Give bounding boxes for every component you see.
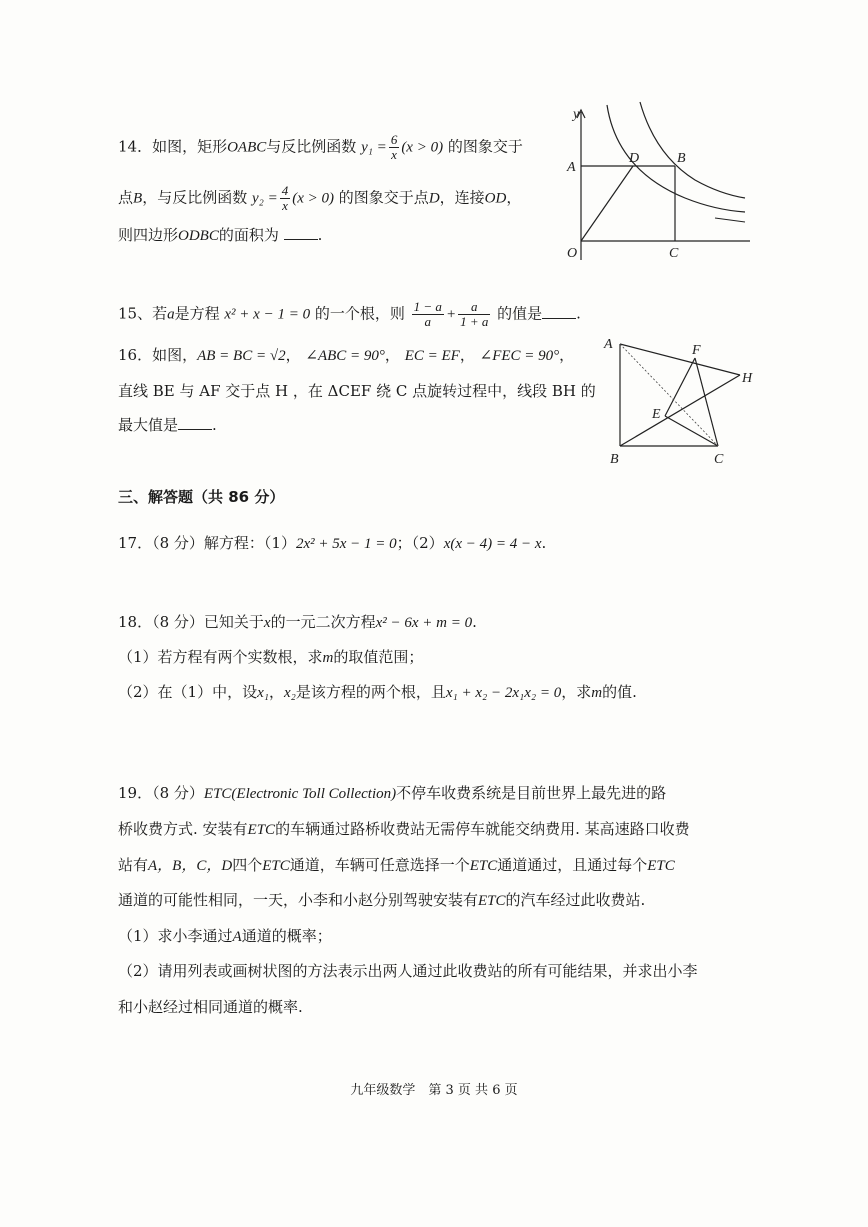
q14-text: 则四边形: [118, 226, 179, 244]
q14-fraction-2: [280, 184, 291, 213]
q16-text: ，: [285, 346, 301, 364]
q14-point: D: [428, 190, 440, 207]
q14-text: 点: [118, 188, 134, 207]
q15-var: a: [167, 306, 175, 323]
q17-equation-2: x(x − 4) = 4 − x: [443, 536, 542, 552]
q14-condition: (x > 0): [401, 139, 444, 156]
q18-text: .: [472, 613, 477, 631]
q19-text: 站有: [118, 856, 149, 874]
q18-text: 的一元二次方程: [270, 613, 376, 631]
q17-text: .: [541, 534, 547, 552]
segment-fe: [665, 358, 695, 416]
answer-blank: [284, 225, 318, 240]
q16-figure: [600, 330, 770, 470]
q19-etc-term: ETC: [247, 822, 276, 838]
q18-text: ，: [268, 683, 284, 701]
q19-text: 通道，车辆可任意选择一个: [289, 856, 470, 874]
q18-line: [118, 611, 477, 634]
q16-text: ，: [559, 346, 575, 364]
fraction-denominator: x: [282, 198, 288, 213]
fraction-numerator: 1 − a: [413, 299, 442, 314]
q18-text: 的值.: [602, 683, 637, 701]
q15-text: 的一个根，则: [314, 304, 405, 323]
label-y: y: [573, 107, 580, 122]
q15-text: 15、若: [118, 304, 168, 323]
q16-condition: EC = EF: [404, 348, 460, 364]
q19-text: （1）求小李通过: [118, 927, 233, 945]
label-b: B: [610, 452, 619, 467]
q19-text: 通道的概率；: [241, 927, 332, 945]
q14-text: 的面积为: [218, 226, 279, 244]
q19-text: 19．（8 分）: [118, 784, 204, 802]
q15-text: 是方程: [174, 304, 220, 323]
q15-text: .: [576, 304, 581, 323]
q19-channels: A，B，C，D: [148, 858, 233, 874]
answer-blank: [178, 415, 212, 430]
q15-text: 的值是: [497, 304, 543, 323]
fraction-numerator: 4: [281, 183, 289, 198]
q19-text: 桥收费方式. 安装有: [118, 820, 248, 838]
q14-line-3: [118, 224, 322, 247]
q18-part-1: [118, 646, 423, 669]
q18-part-2: [118, 681, 637, 704]
q18-text: （1）若方程有两个实数根，求: [118, 648, 323, 666]
page-footer: 九年级数学 第 3 页 共 6 页: [350, 1083, 518, 1098]
segment-bh: [620, 375, 740, 446]
fraction-denominator: 1 + a: [460, 314, 489, 329]
q14-text: ，: [506, 188, 522, 207]
q16-text: 16．如图，: [118, 346, 198, 364]
q14-text: 的图象交于: [447, 137, 523, 156]
q16-line-2: 直线 BE 与 AF 交于点 H ，在 ΔCEF 绕 C 点旋转过程中，线段 BH 的: [118, 382, 596, 400]
q19-text: 通道通过，且通过每个: [497, 856, 648, 874]
q18-text: （2）在（1）中，设: [118, 683, 258, 701]
label-a: A: [567, 160, 576, 175]
q17-equation-1: 2x² + 5x − 1 = 0: [295, 536, 397, 552]
q15-fraction-2: [458, 300, 490, 329]
q14-func-y1: y₁ =: [361, 139, 387, 156]
q18-equation: x₁ + x₂ − 2x₁x₂ = 0: [445, 685, 562, 701]
curve-y1: [640, 102, 745, 198]
q18-var: x₂: [283, 685, 296, 701]
segment-ac: [620, 344, 718, 446]
answer-blank: [542, 304, 576, 319]
q18-text: 18．（8 分）已知关于: [118, 613, 264, 631]
q16-line-3: [118, 414, 217, 436]
label-o: O: [567, 246, 578, 261]
q19-var: A: [232, 929, 242, 945]
fraction-numerator: 6: [390, 132, 398, 147]
fraction-denominator: x: [391, 147, 397, 162]
q14-quad-name: ODBC: [178, 228, 219, 244]
q16-text: ，: [384, 346, 400, 364]
q18-var: x₁: [257, 685, 269, 701]
segment-fc: [695, 358, 718, 446]
q19-text: 不停车收费系统是目前世界上最先进的路: [396, 784, 667, 802]
q16-text: ，: [459, 346, 475, 364]
label-b: B: [677, 151, 686, 166]
curve-y2: [607, 105, 745, 212]
q19-text: 的车辆通过路桥收费站无需停车就能交纳费用. 某高速路口收费: [275, 820, 690, 838]
q14-figure: [545, 100, 755, 265]
q19-part-1: [118, 925, 332, 948]
q14-text: .: [317, 226, 323, 244]
curve-tail: [715, 218, 745, 222]
segment-od: [581, 166, 633, 241]
q14-segment: OD: [484, 190, 507, 207]
q19-text: 四个: [232, 856, 263, 874]
q16-text: 最大值是: [118, 416, 179, 434]
q17-line: [118, 532, 546, 555]
q17-text: ；（2）: [396, 534, 444, 552]
q17-text: 17．（8 分）解方程：（1）: [118, 534, 296, 552]
q19-line-4: [118, 889, 645, 912]
q19-part-2-cont: 和小赵经过相同通道的概率.: [118, 998, 303, 1016]
label-c: C: [714, 452, 724, 467]
q18-var: m: [591, 685, 603, 701]
q14-text: 14．如图，矩形: [118, 137, 228, 156]
plus-sign: +: [445, 306, 457, 323]
q14-line-2: [118, 184, 521, 213]
segment-ec: [665, 416, 718, 446]
label-d: D: [629, 151, 640, 166]
q19-part-2: （2）请用列表或画树状图的方法表示出两人通过此收费站的所有可能结果，并求出小李: [118, 962, 698, 980]
q15-line: [118, 300, 581, 329]
q16-condition: ∠FEC = 90°: [479, 348, 560, 364]
q18-equation: x² − 6x + m = 0: [375, 615, 473, 631]
q18-text: ，求: [561, 683, 592, 701]
q18-text: 的取值范围；: [333, 648, 424, 666]
q19-etc-term: ETC: [469, 858, 498, 874]
q14-func-y2: y₂ =: [251, 190, 278, 207]
q16-line-1: [118, 344, 574, 367]
fraction-denominator: a: [424, 314, 432, 329]
q19-line-1: [118, 782, 666, 805]
q19-etc-term: ETC: [647, 858, 675, 874]
q14-rect-name: OABC: [227, 139, 267, 156]
q16-condition: ∠ABC = 90°: [305, 348, 385, 364]
q18-var: m: [322, 650, 334, 666]
label-f: F: [692, 343, 701, 358]
q16-condition: AB = BC = √2: [197, 348, 286, 364]
label-h: H: [742, 371, 753, 386]
q19-line-3: [118, 854, 675, 877]
segment-ah: [620, 344, 740, 375]
q14-point: B: [133, 190, 143, 207]
q14-text: 的图象交于点: [338, 188, 429, 207]
q14-text: 与反比例函数: [266, 137, 357, 156]
q14-text: ，连接: [439, 188, 485, 207]
q19-text: 的汽车经过此收费站.: [505, 891, 646, 909]
q18-var: x: [263, 615, 271, 631]
q15-equation: x² + x − 1 = 0: [224, 306, 311, 323]
label-e: E: [652, 407, 661, 422]
q19-line-2: [118, 818, 690, 841]
q18-text: 是该方程的两个根，且: [295, 683, 446, 701]
label-a: A: [604, 337, 613, 352]
q14-fraction-1: [389, 133, 400, 162]
fraction-numerator: a: [458, 300, 490, 315]
q16-text: .: [212, 416, 217, 434]
q14-text: ，与反比例函数: [142, 188, 248, 207]
q15-fraction-1: [412, 300, 444, 329]
q19-etc-term: ETC(Electronic Toll Collection): [203, 786, 397, 802]
q14-condition: (x > 0): [292, 190, 335, 207]
q19-etc-term: ETC: [478, 893, 506, 909]
q19-text: 通道的可能性相同，一天，小李和小赵分别驾驶安装有: [118, 891, 479, 909]
q14-line-1: [118, 133, 523, 162]
label-c: C: [669, 246, 679, 261]
q19-etc-term: ETC: [262, 858, 290, 874]
section-heading: 三、解答题（共 86 分）: [118, 488, 285, 506]
